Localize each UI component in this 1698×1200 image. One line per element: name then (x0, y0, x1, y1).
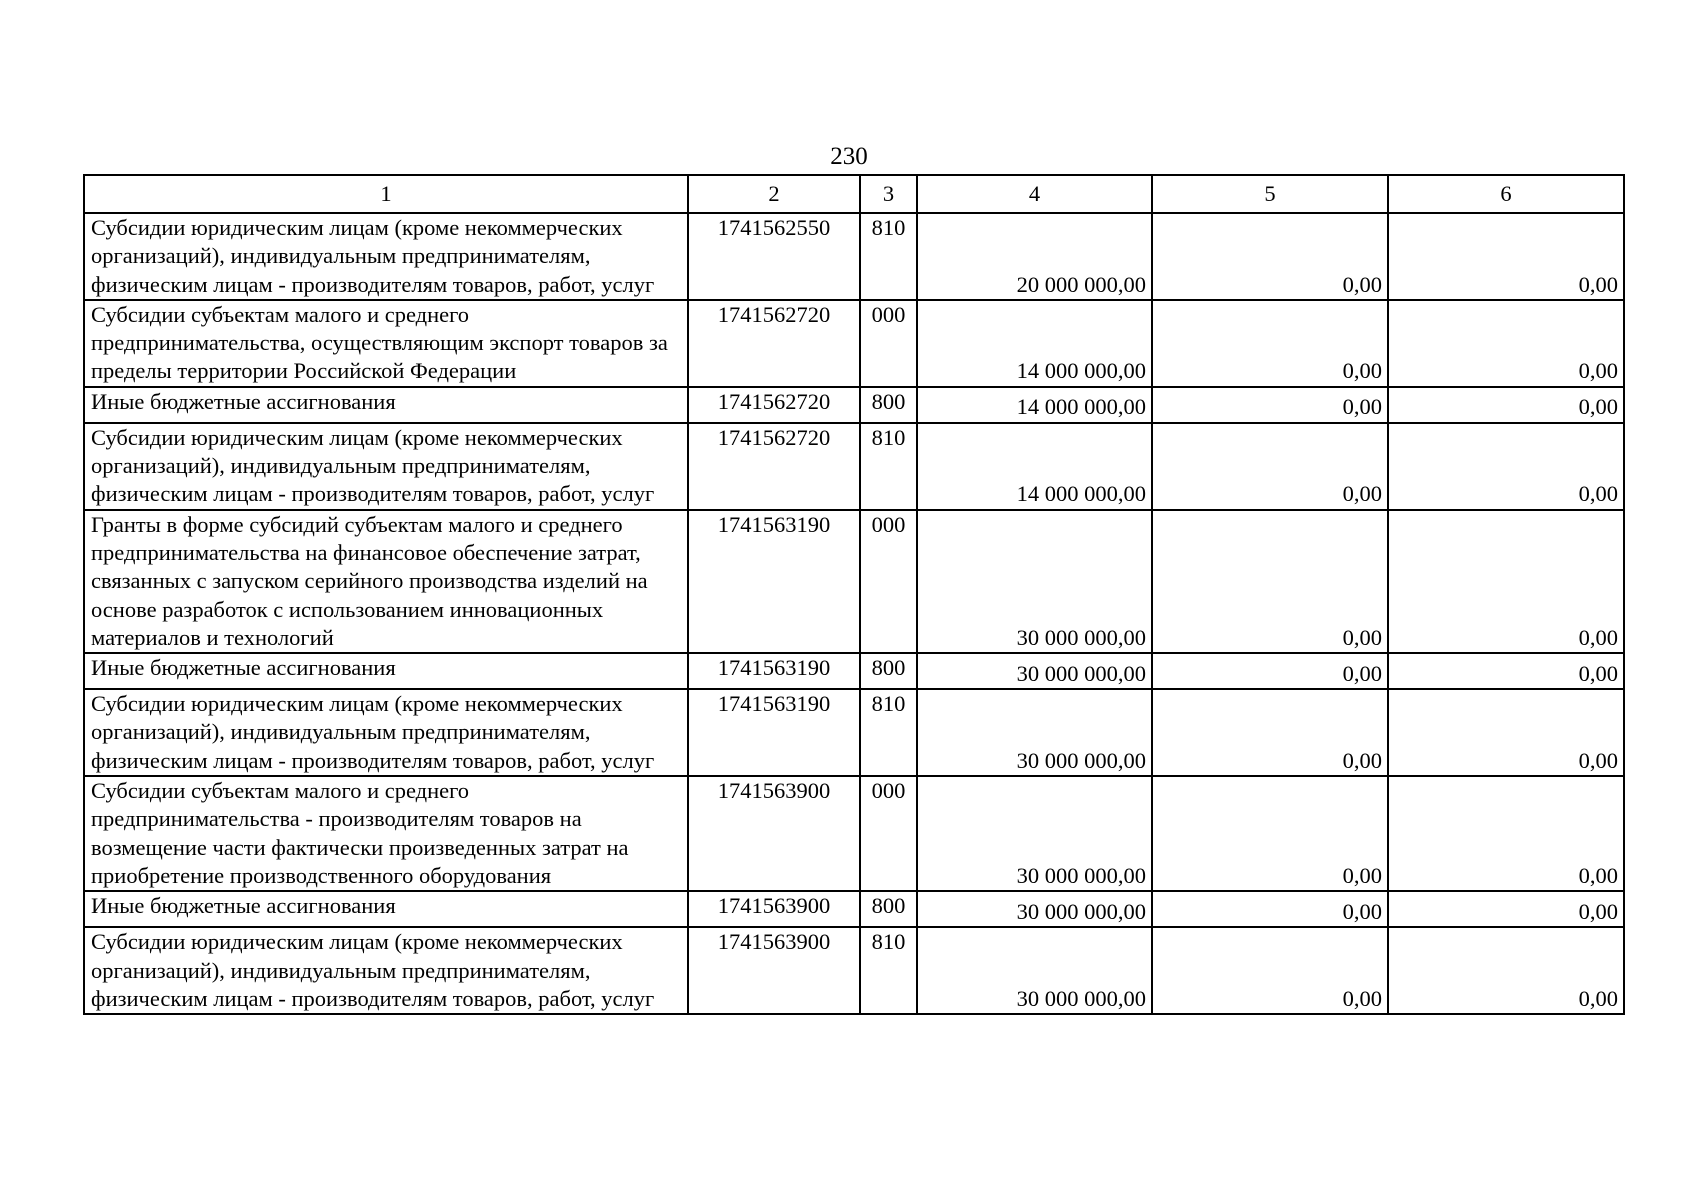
row-amount-2: 0,00 (1152, 300, 1388, 387)
row-amount-2: 0,00 (1152, 423, 1388, 510)
row-vr-code: 000 (860, 510, 917, 653)
table-header (84, 175, 1624, 213)
row-amount-1: 14 000 000,00 (917, 300, 1152, 387)
row-amount-3: 0,00 (1388, 423, 1624, 510)
table-row (84, 689, 1624, 776)
row-vr-code: 000 (860, 776, 917, 891)
row-vr-code: 810 (860, 927, 917, 1014)
row-amount-3: 0,00 (1388, 776, 1624, 891)
row-amount-1: 30 000 000,00 (917, 776, 1152, 891)
header-col-5: 5 (1152, 175, 1388, 213)
row-amount-1: 14 000 000,00 (917, 423, 1152, 510)
row-description: Гранты в форме субсидий субъектам малого и среднего предпринимательства на финансовое обеспечение затрат, связанных с запуском серийного производства изделий на основе разработок с использованием инновационных материалов и технологий (84, 510, 688, 653)
row-csr-code: 1741563190 (688, 653, 860, 689)
row-description: Субсидии юридическим лицам (кроме некоммерческих организаций), индивидуальным предпринимателям, физическим лицам - производителям товаров, работ, услуг (84, 689, 688, 776)
row-description: Субсидии юридическим лицам (кроме некоммерческих организаций), индивидуальным предпринимателям, физическим лицам - производителям товаров, работ, услуг (84, 927, 688, 1014)
table-row (84, 776, 1624, 891)
row-amount-3: 0,00 (1388, 891, 1624, 927)
row-amount-2: 0,00 (1152, 387, 1388, 423)
row-description: Субсидии юридическим лицам (кроме некоммерческих организаций), индивидуальным предпринимателям, физическим лицам - производителям товаров, работ, услуг (84, 423, 688, 510)
row-amount-1: 30 000 000,00 (917, 689, 1152, 776)
row-amount-2: 0,00 (1152, 213, 1388, 300)
table-row (84, 927, 1624, 1014)
header-col-4: 4 (917, 175, 1152, 213)
row-csr-code: 1741563190 (688, 689, 860, 776)
header-col-2: 2 (688, 175, 860, 213)
row-amount-1: 30 000 000,00 (917, 653, 1152, 689)
row-vr-code: 810 (860, 689, 917, 776)
row-csr-code: 1741562550 (688, 213, 860, 300)
row-amount-1: 30 000 000,00 (917, 891, 1152, 927)
header-col-3: 3 (860, 175, 917, 213)
row-amount-3: 0,00 (1388, 213, 1624, 300)
row-amount-1: 20 000 000,00 (917, 213, 1152, 300)
row-amount-2: 0,00 (1152, 653, 1388, 689)
table-row (84, 387, 1624, 423)
table-row (84, 300, 1624, 387)
row-vr-code: 810 (860, 213, 917, 300)
table-row (84, 423, 1624, 510)
row-vr-code: 800 (860, 891, 917, 927)
budget-table (83, 174, 1625, 1015)
table-row (84, 213, 1624, 300)
row-amount-2: 0,00 (1152, 689, 1388, 776)
row-description: Субсидии субъектам малого и среднего предпринимательства - производителям товаров на возмещение части фактически произведенных затрат на приобретение производственного оборудования (84, 776, 688, 891)
table-body (84, 213, 1624, 1014)
row-description: Иные бюджетные ассигнования (84, 653, 688, 689)
row-amount-3: 0,00 (1388, 653, 1624, 689)
row-amount-3: 0,00 (1388, 510, 1624, 653)
row-csr-code: 1741563900 (688, 891, 860, 927)
row-amount-2: 0,00 (1152, 776, 1388, 891)
row-description: Иные бюджетные ассигнования (84, 387, 688, 423)
row-csr-code: 1741562720 (688, 300, 860, 387)
row-csr-code: 1741563190 (688, 510, 860, 653)
row-amount-1: 30 000 000,00 (917, 927, 1152, 1014)
row-vr-code: 800 (860, 387, 917, 423)
page-number: 230 (830, 143, 868, 170)
row-csr-code: 1741563900 (688, 927, 860, 1014)
row-description: Субсидии субъектам малого и среднего предпринимательства, осуществляющим экспорт товаров за пределы территории Российской Федерации (84, 300, 688, 387)
row-amount-1: 14 000 000,00 (917, 387, 1152, 423)
row-vr-code: 000 (860, 300, 917, 387)
row-amount-3: 0,00 (1388, 689, 1624, 776)
row-amount-2: 0,00 (1152, 927, 1388, 1014)
table-row (84, 653, 1624, 689)
header-col-1: 1 (84, 175, 688, 213)
row-csr-code: 1741563900 (688, 776, 860, 891)
header-row (84, 175, 1624, 213)
header-col-6: 6 (1388, 175, 1624, 213)
row-description: Иные бюджетные ассигнования (84, 891, 688, 927)
row-amount-1: 30 000 000,00 (917, 510, 1152, 653)
row-amount-2: 0,00 (1152, 891, 1388, 927)
row-amount-3: 0,00 (1388, 300, 1624, 387)
table-row (84, 891, 1624, 927)
row-csr-code: 1741562720 (688, 387, 860, 423)
row-vr-code: 810 (860, 423, 917, 510)
row-amount-2: 0,00 (1152, 510, 1388, 653)
table-row (84, 510, 1624, 653)
row-amount-3: 0,00 (1388, 387, 1624, 423)
row-csr-code: 1741562720 (688, 423, 860, 510)
row-description: Субсидии юридическим лицам (кроме некоммерческих организаций), индивидуальным предпринимателям, физическим лицам - производителям товаров, работ, услуг (84, 213, 688, 300)
row-vr-code: 800 (860, 653, 917, 689)
row-amount-3: 0,00 (1388, 927, 1624, 1014)
